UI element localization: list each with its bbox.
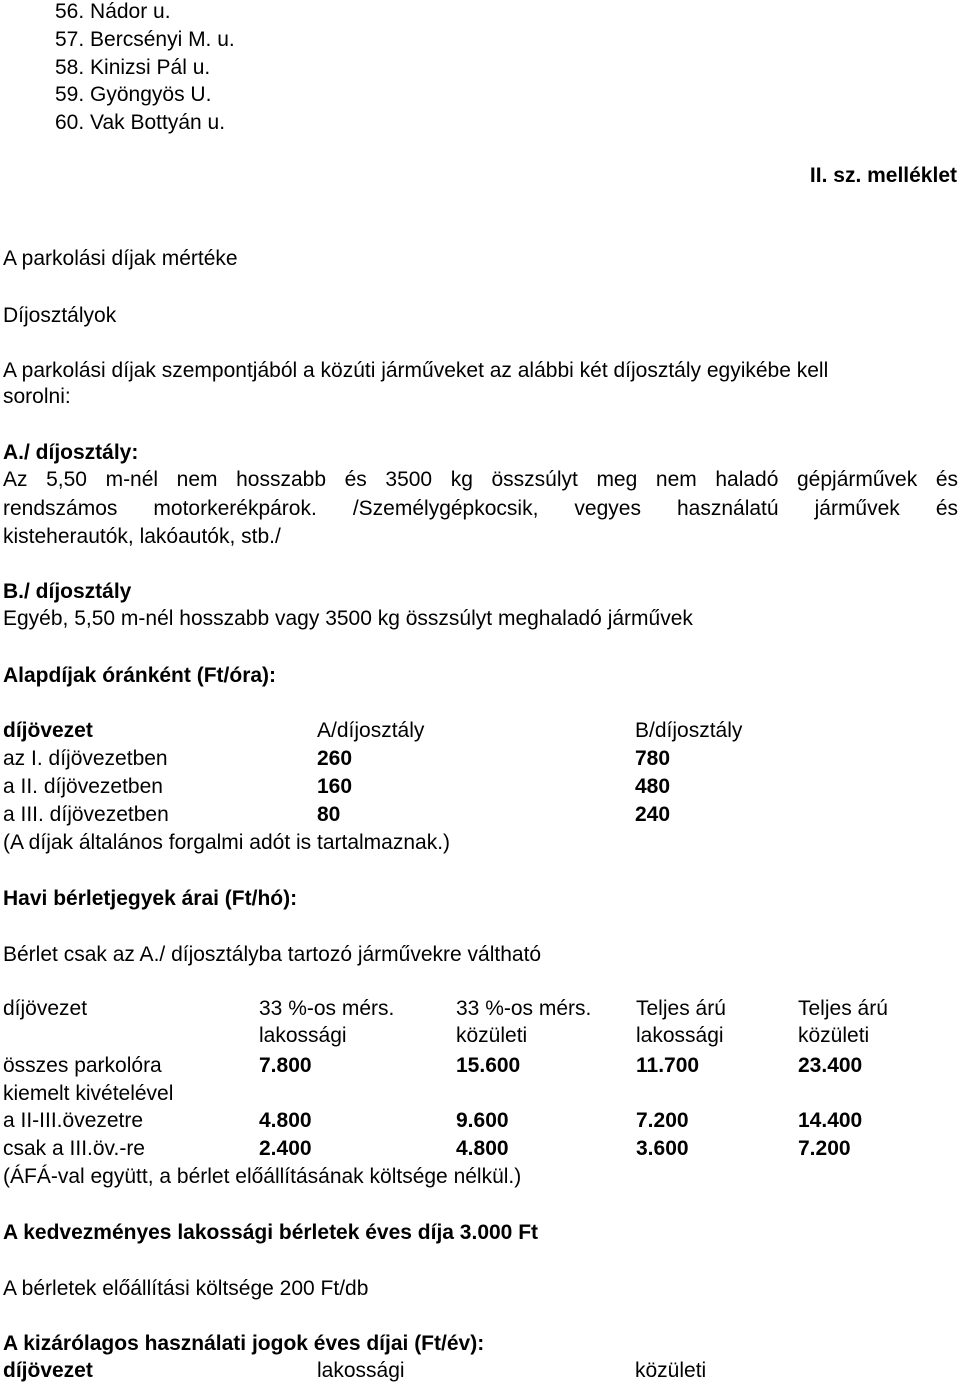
monthly-price: 2.400 — [259, 1137, 312, 1160]
monthly-heading: Havi bérletjegyek árai (Ft/hó): — [3, 887, 298, 910]
production-cost-line: A bérletek előállítási költsége 200 Ft/db — [3, 1277, 369, 1300]
hourly-note: (A díjak általános forgalmi adót is tartalmaznak.) — [3, 831, 451, 854]
monthly-header-zone: díjövezet — [3, 997, 88, 1020]
monthly-header-col: 33 %-os mérs. — [259, 997, 395, 1020]
monthly-price: 4.800 — [259, 1109, 312, 1132]
hourly-header-class-a: A/díjosztály — [317, 719, 425, 742]
monthly-subtitle: Bérlet csak az A./ díjosztályba tartozó járművekre váltható — [3, 943, 542, 966]
monthly-price: 15.600 — [456, 1054, 521, 1077]
monthly-price: 3.600 — [636, 1137, 689, 1160]
exclusive-header-zone: díjövezet — [3, 1359, 93, 1382]
intro-line: A parkolási díjak szempontjából a közúti járműveket az alábbi két díjosztály egyikébe kell — [3, 359, 829, 382]
monthly-header-col: lakossági — [636, 1024, 724, 1047]
hourly-header-zone: díjövezet — [3, 719, 93, 742]
monthly-price: 23.400 — [798, 1054, 863, 1077]
monthly-price: 7.200 — [636, 1109, 689, 1132]
exclusive-header-col: lakossági — [317, 1359, 405, 1382]
hourly-zone: a II. díjövezetben — [3, 775, 163, 798]
class-a-line: kisteherautók, lakóautók, stb./ — [3, 525, 281, 548]
street-item: 59. Gyöngyös U. — [55, 83, 212, 106]
hourly-fee-a: 260 — [317, 747, 353, 770]
monthly-zone: kiemelt kivételével — [3, 1082, 174, 1105]
class-b-heading: B./ díjosztály — [3, 580, 132, 603]
monthly-zone: csak a III.öv.-re — [3, 1137, 145, 1160]
hourly-fee-a: 160 — [317, 775, 353, 798]
monthly-price: 14.400 — [798, 1109, 863, 1132]
street-item: 56. Nádor u. — [55, 0, 171, 23]
monthly-header-col: közületi — [456, 1024, 528, 1047]
class-a-line: rendszámos motorkerékpárok. /Személygépkocsik, vegyes használatú járművek és — [3, 497, 958, 520]
subsection-title: Díjosztályok — [3, 304, 117, 327]
monthly-price: 7.800 — [259, 1054, 312, 1077]
street-item: 58. Kinizsi Pál u. — [55, 56, 211, 79]
hourly-fee-a: 80 — [317, 803, 341, 826]
hourly-heading: Alapdíjak óránként (Ft/óra): — [3, 664, 277, 687]
hourly-header-class-b: B/díjosztály — [635, 719, 743, 742]
monthly-zone: a II-III.övezetre — [3, 1109, 144, 1132]
hourly-zone: a III. díjövezetben — [3, 803, 169, 826]
exclusive-header-col: közületi — [635, 1359, 707, 1382]
monthly-header-col: közületi — [798, 1024, 870, 1047]
monthly-header-col: Teljes árú — [798, 997, 888, 1020]
monthly-header-col: lakossági — [259, 1024, 347, 1047]
monthly-price: 7.200 — [798, 1137, 851, 1160]
class-b-line: Egyéb, 5,50 m-nél hosszabb vagy 3500 kg összsúlyt meghaladó járművek — [3, 607, 693, 630]
class-a-line: Az 5,50 m-nél nem hosszabb és 3500 kg összsúlyt meg nem haladó gépjárművek és — [3, 468, 958, 491]
intro-line: sorolni: — [3, 385, 71, 408]
section-title: A parkolási díjak mértéke — [3, 247, 238, 270]
discount-line: A kedvezményes lakossági bérletek éves díja 3.000 Ft — [3, 1221, 539, 1244]
monthly-zone: összes parkolóra — [3, 1054, 162, 1077]
monthly-header-col: Teljes árú — [636, 997, 726, 1020]
monthly-note: (ÁFÁ-val együtt, a bérlet előállításának költsége nélkül.) — [3, 1165, 522, 1188]
street-item: 57. Bercsényi M. u. — [55, 28, 235, 51]
monthly-price: 11.700 — [636, 1054, 700, 1077]
class-a-heading: A./ díjosztály: — [3, 441, 139, 464]
monthly-header-col: 33 %-os mérs. — [456, 997, 592, 1020]
hourly-zone: az I. díjövezetben — [3, 747, 168, 770]
exclusive-heading: A kizárólagos használati jogok éves díjai (Ft/év): — [3, 1332, 485, 1355]
street-item: 60. Vak Bottyán u. — [55, 111, 226, 134]
monthly-price: 4.800 — [456, 1137, 509, 1160]
monthly-price: 9.600 — [456, 1109, 509, 1132]
annex-title: II. sz. melléklet — [809, 164, 957, 187]
hourly-fee-b: 780 — [635, 747, 671, 770]
hourly-fee-b: 240 — [635, 803, 671, 826]
hourly-fee-b: 480 — [635, 775, 671, 798]
